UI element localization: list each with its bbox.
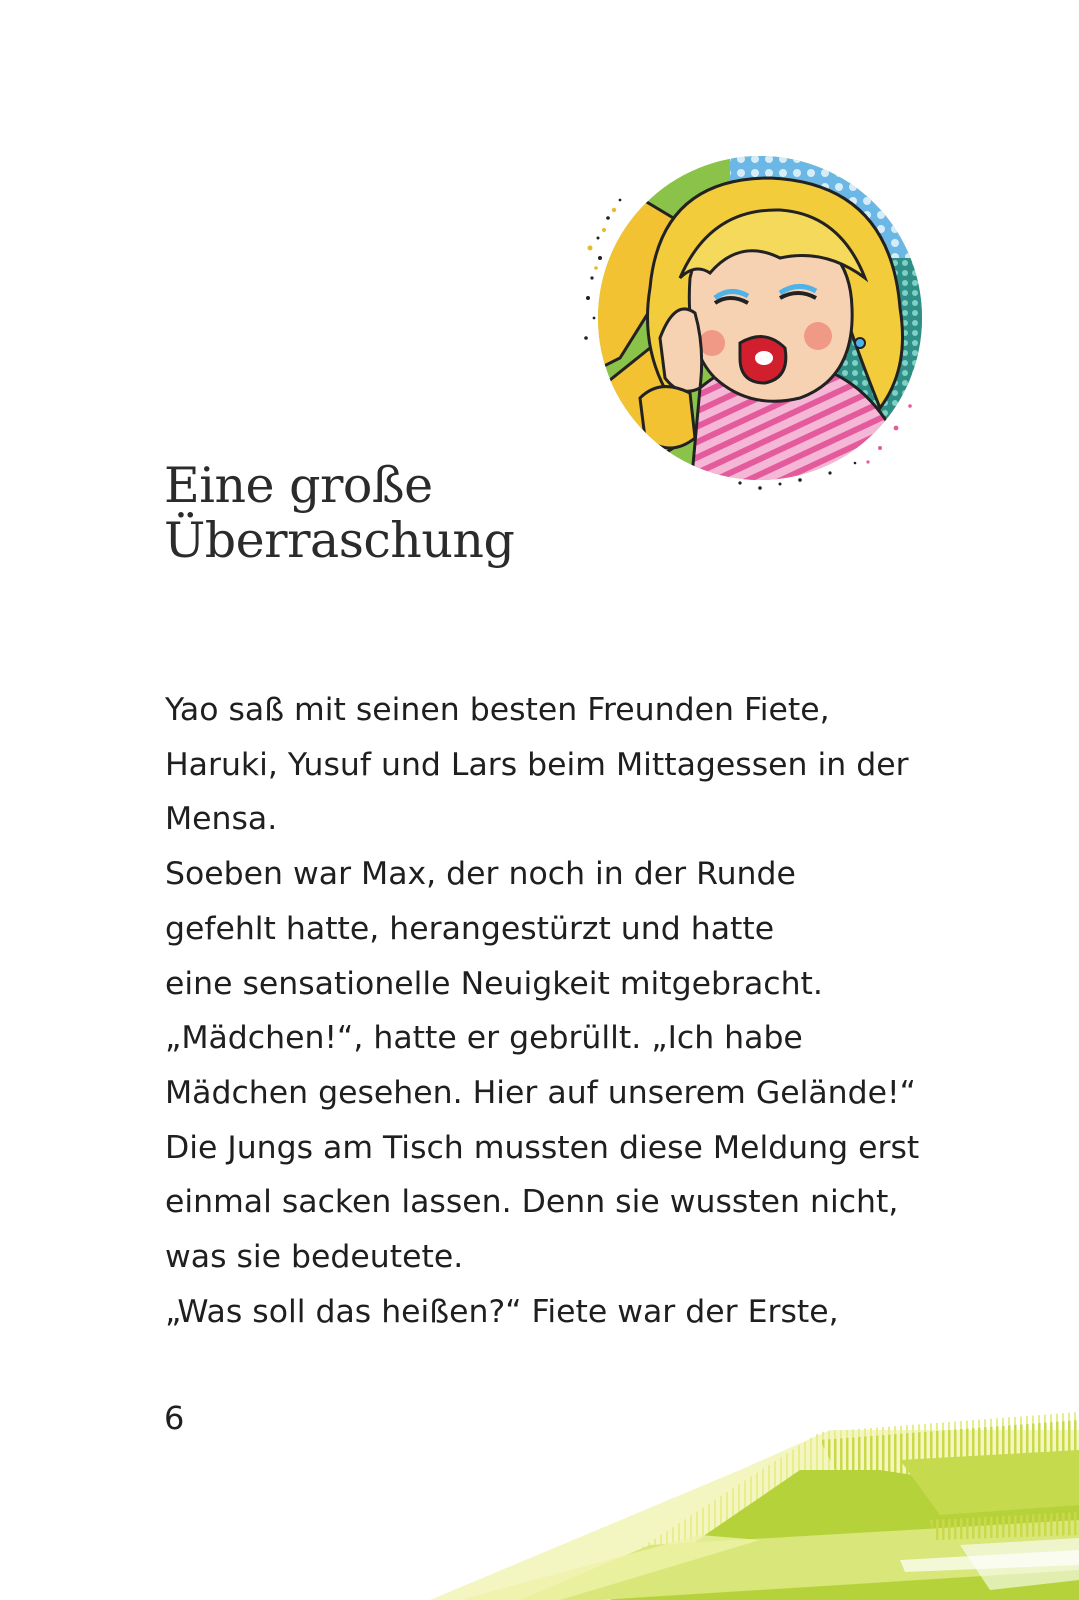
text-line: Soeben war Max, der noch in der Runde xyxy=(165,856,796,893)
text-line: Yao saß mit seinen besten Freunden Fiete, xyxy=(165,692,830,728)
text-line: Mensa. xyxy=(165,801,278,838)
chapter-title xyxy=(164,458,624,568)
body-text xyxy=(165,683,985,1339)
green-stripe-shape xyxy=(430,1412,1079,1600)
text-line: einmal sacken lassen. Denn sie wussten nicht, xyxy=(165,1184,899,1221)
text-line: gefehlt hatte, herangestürzt und hatte xyxy=(165,910,775,947)
chapter-illustration xyxy=(580,138,940,498)
chapter-title-line-1: Eine große xyxy=(164,457,433,514)
text-line: Mädchen gesehen. Hier auf unserem Gelände!“ xyxy=(165,1074,916,1111)
text-line: Haruki, Yusuf und Lars beim Mittagessen in der xyxy=(165,746,909,783)
chapter-title-line-2: Überraschung xyxy=(164,512,515,569)
page-number: 6 xyxy=(164,1399,185,1437)
text-line: „Mädchen!“, hatte er gebrüllt. „Ich habe xyxy=(165,1020,803,1057)
text-line: was sie bedeutete. xyxy=(165,1239,464,1276)
text-line: eine sensationelle Neuigkeit mitgebracht. xyxy=(165,965,823,1002)
text-line: „Was soll das heißen?“ Fiete war der Erste, xyxy=(165,1293,839,1330)
text-line: Die Jungs am Tisch mussten diese Meldung erst xyxy=(165,1129,920,1166)
